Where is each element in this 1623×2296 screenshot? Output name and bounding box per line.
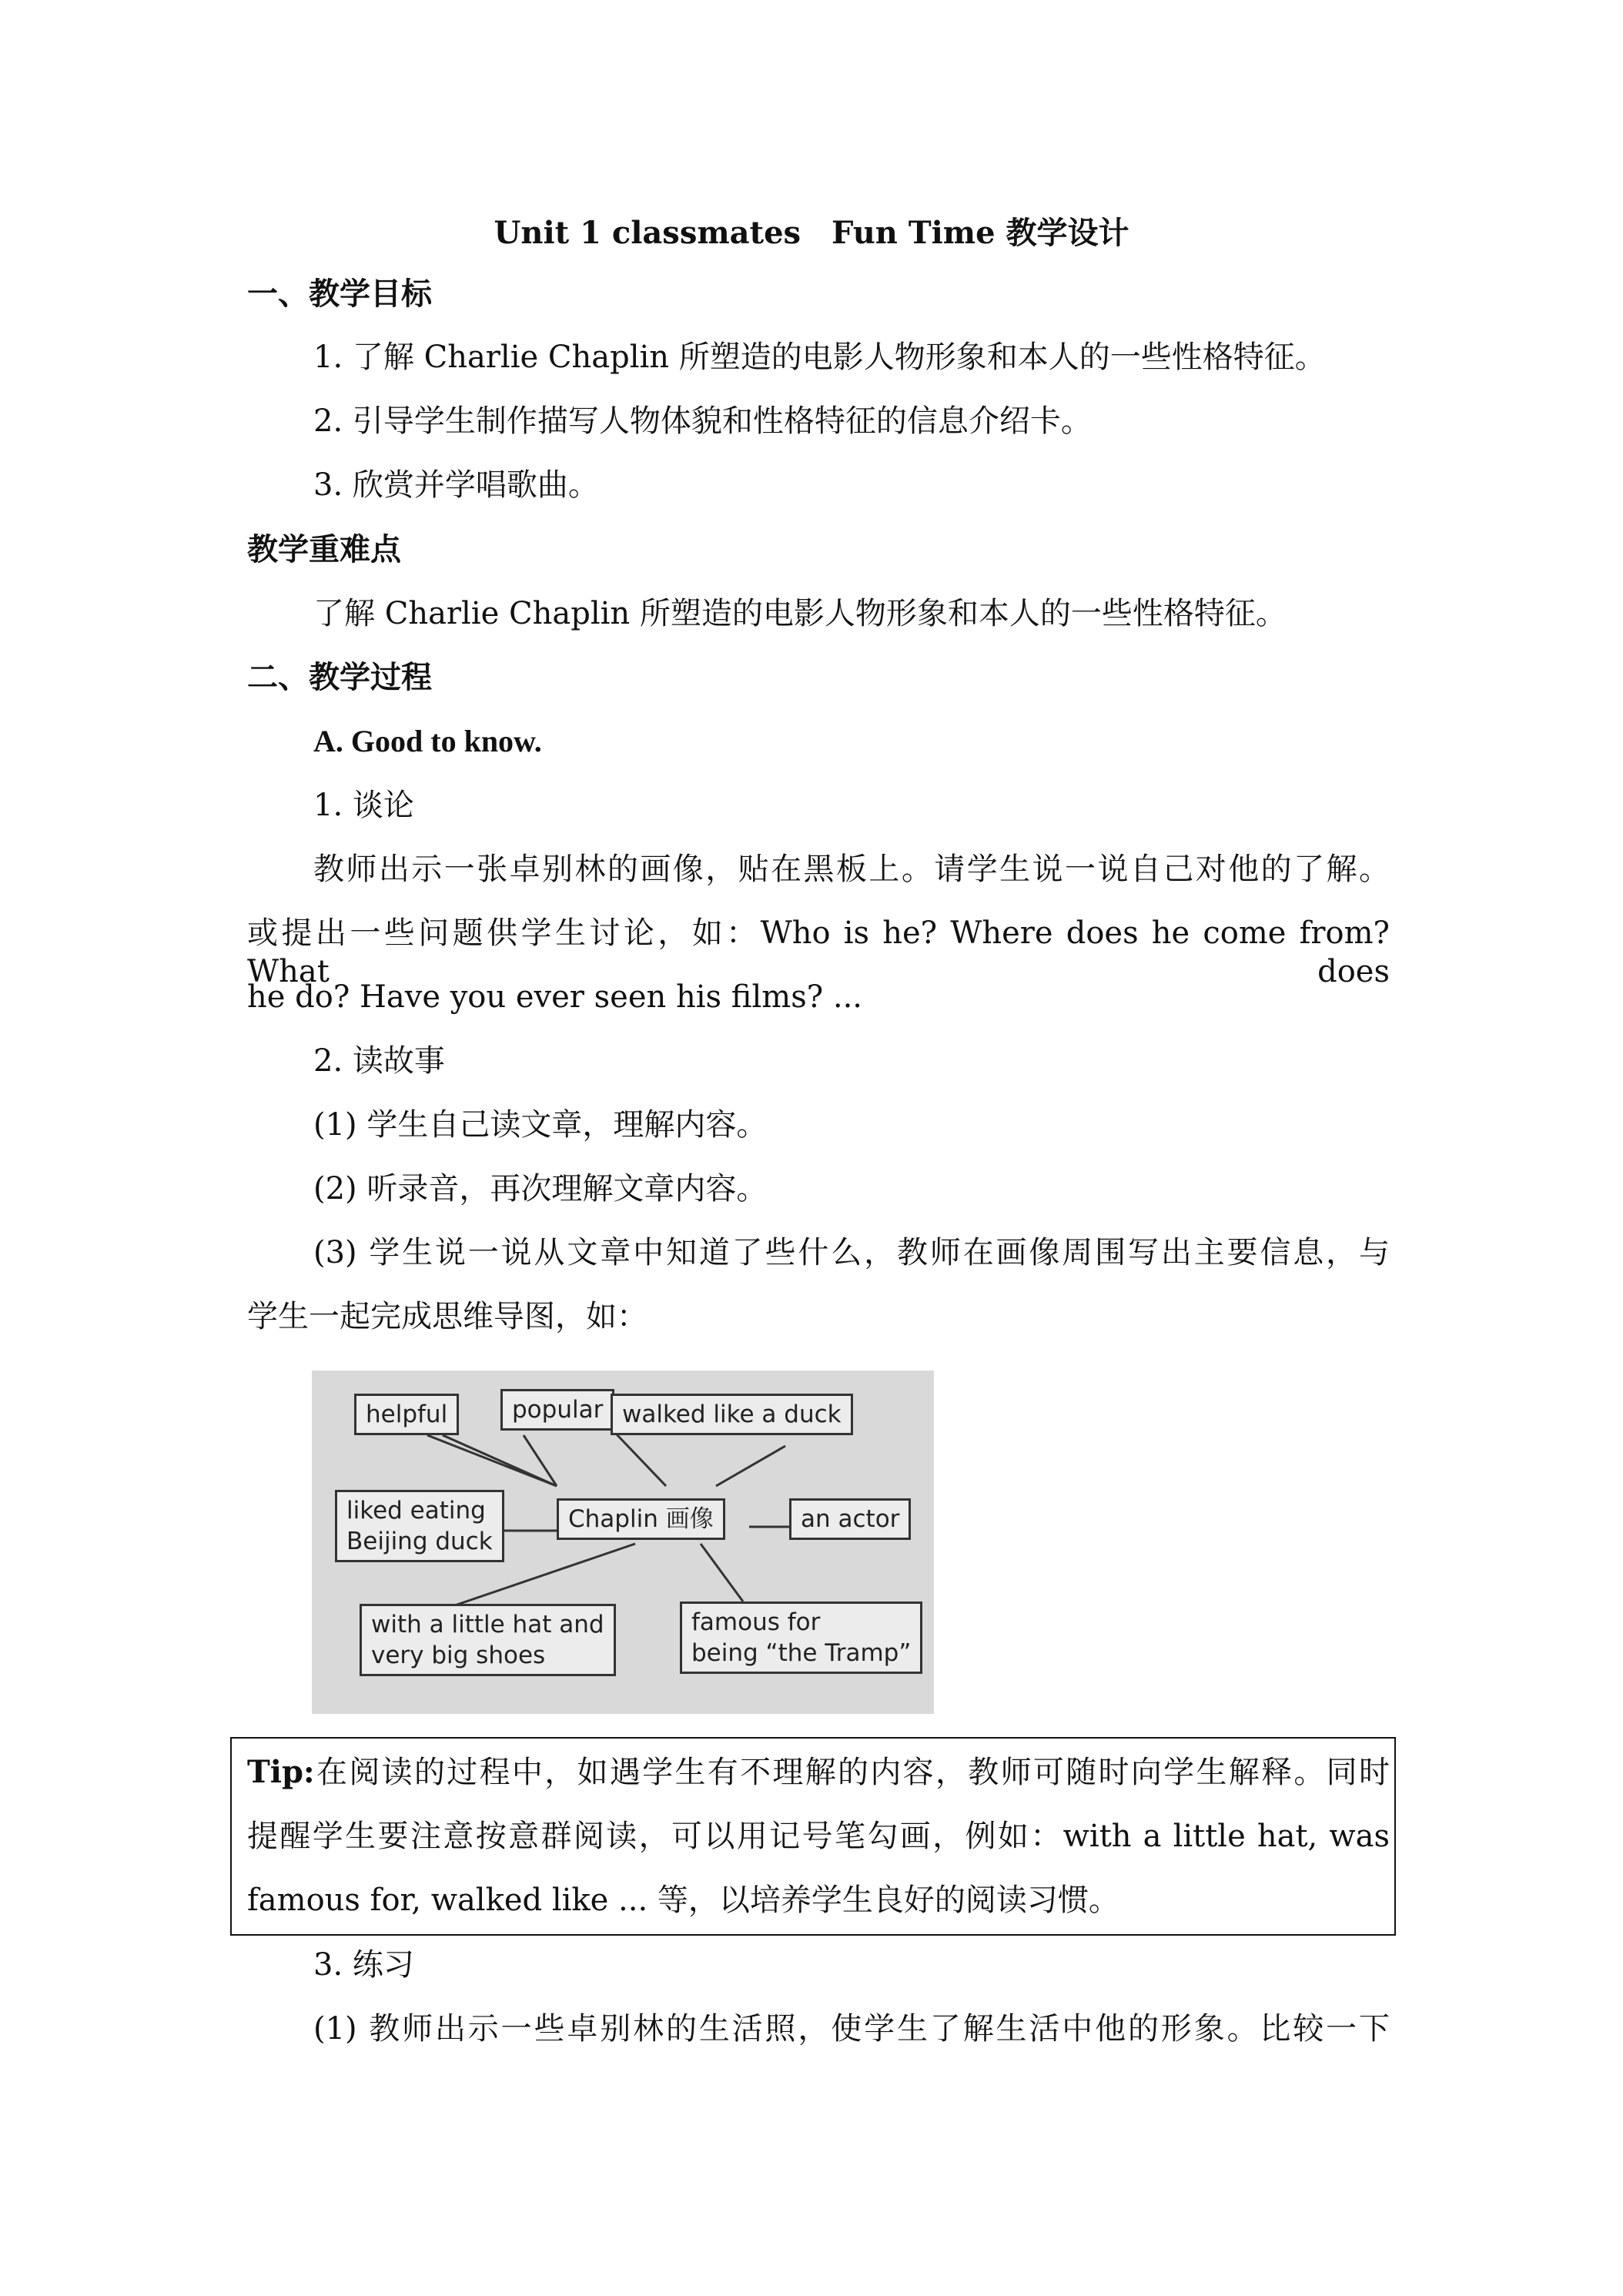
tip-label: Tip: xyxy=(247,1754,315,1790)
node-walked-like-a-duck: walked like a duck xyxy=(611,1394,853,1435)
mind-map-figure xyxy=(312,1371,934,1714)
step2-label: 2. 读故事 xyxy=(313,1043,445,1079)
tip-line1-text: 在阅读的过程中，如遇学生有不理解的内容，教师可随时向学生解释。同时 xyxy=(314,1755,1390,1790)
connector-walked xyxy=(716,1446,785,1486)
node-chaplin-center: Chaplin 画像 xyxy=(557,1498,725,1540)
node-liked-eating-beijing-duck: liked eating Beijing duck xyxy=(335,1490,504,1562)
node-hat-and-shoes: with a little hat and very big shoes xyxy=(360,1604,616,1676)
tip-line3: famous for, walked like ... 等，以培养学生良好的阅读习惯。 xyxy=(247,1883,1119,1918)
goal-item-3: 3. 欣赏并学唱歌曲。 xyxy=(313,467,599,503)
step1-label: 1. 谈论 xyxy=(313,788,414,823)
step3-item-1: (1) 教师出示一些卓别林的生活照，使学生了解生活中他的形象。比较一下 xyxy=(313,2011,1390,2047)
node-an-actor: an actor xyxy=(789,1498,911,1540)
step1-paragraph-line2: 或提出一些问题供学生讨论，如：Who is he? Where does he come from? What does xyxy=(247,915,1390,989)
node-famous-tramp: famous for being “the Tramp” xyxy=(680,1602,922,1674)
connector-popular xyxy=(616,1434,666,1486)
tip-line2: 提醒学生要注意按意群阅读，可以用记号笔勾画，例如：with a little hat, was xyxy=(247,1819,1390,1854)
step1-paragraph-line1: 教师出示一张卓别林的画像，贴在黑板上。请学生说一说自己对他的了解。 xyxy=(313,852,1390,887)
connector-famous xyxy=(701,1544,743,1602)
step2-item-3-line1: (3) 学生说一说从文章中知道了些什么，教师在画像周围写出主要信息，与 xyxy=(313,1235,1390,1270)
section-heading-process: 二、教学过程 xyxy=(247,659,432,695)
section-heading-keypoints: 教学重难点 xyxy=(247,531,401,567)
goal-item-2: 2. 引导学生制作描写人物体貌和性格特征的信息介绍卡。 xyxy=(313,403,1092,439)
goal-item-1: 1. 了解 Charlie Chaplin 所塑造的电影人物形象和本人的一些性格特征。 xyxy=(313,340,1326,375)
step3-label: 3. 练习 xyxy=(313,1947,414,1983)
tip-line1 xyxy=(247,1753,1390,1792)
step2-item-3-line2: 学生一起完成思维导图，如： xyxy=(247,1299,648,1334)
step2-item-2: (2) 听录音，再次理解文章内容。 xyxy=(313,1171,768,1207)
step1-paragraph-line3: he do? Have you ever seen his films? ... xyxy=(247,979,863,1015)
node-popular: popular xyxy=(500,1389,614,1431)
keypoints-text: 了解 Charlie Chaplin 所塑造的电影人物形象和本人的一些性格特征。 xyxy=(313,596,1287,631)
section-heading-goals: 一、教学目标 xyxy=(247,276,432,312)
node-helpful: helpful xyxy=(354,1394,459,1435)
document-title: Unit 1 classmates Fun Time 教学设计 xyxy=(494,215,1129,251)
part-a-heading: A. Good to know. xyxy=(313,724,542,758)
step2-item-1: (1) 学生自己读文章，理解内容。 xyxy=(313,1107,768,1143)
